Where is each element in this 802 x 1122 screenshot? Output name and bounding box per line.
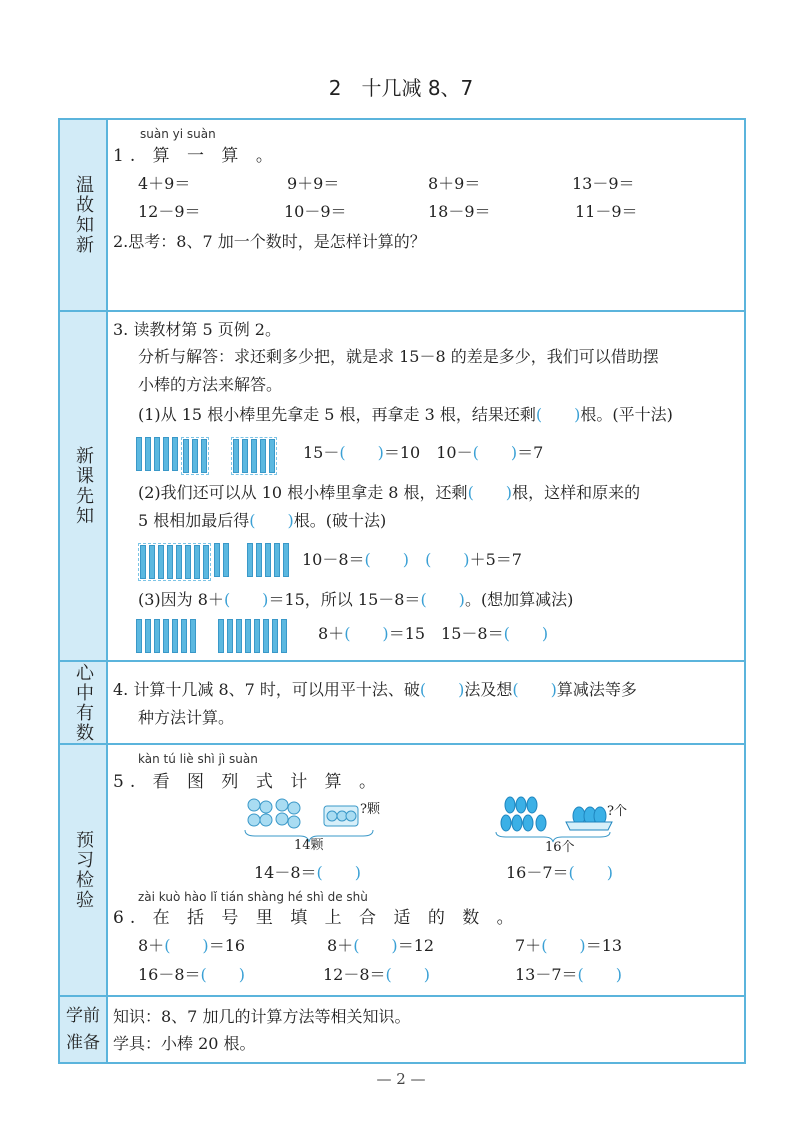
stick xyxy=(269,439,275,473)
text: 8＋ xyxy=(138,936,165,955)
equation: 12－9＝ xyxy=(138,202,201,221)
text: (3)因为 8＋ xyxy=(138,590,224,609)
answer-blank[interactable]: ( ) xyxy=(249,511,294,530)
answer-blank[interactable]: ( ) xyxy=(200,965,246,984)
text: ＝16 xyxy=(208,936,246,955)
part-2-text xyxy=(138,483,640,503)
pinyin: suàn yi suàn xyxy=(140,127,216,141)
section-label-preview xyxy=(60,745,108,995)
equation-line xyxy=(515,936,622,956)
page-number: — 2 — xyxy=(376,1070,426,1088)
unknown-label: ?颗 xyxy=(360,802,380,817)
divider xyxy=(60,995,744,997)
stick xyxy=(214,543,220,577)
stick xyxy=(218,619,224,653)
text: 8＋ xyxy=(327,936,354,955)
equation-line xyxy=(318,624,548,644)
label-text: 心中有数 xyxy=(73,662,94,743)
stick-group-box xyxy=(231,437,277,475)
stick xyxy=(242,439,248,473)
equation-line xyxy=(515,965,622,985)
stick xyxy=(201,439,207,473)
equation: 11－9＝ xyxy=(575,202,638,221)
stick xyxy=(192,439,198,473)
question-4 xyxy=(113,680,637,700)
stick xyxy=(154,619,160,653)
answer-blank[interactable]: ( ) xyxy=(535,405,581,424)
answer-blank[interactable]: ( ) xyxy=(344,624,389,643)
stick xyxy=(203,545,209,579)
stick xyxy=(163,619,169,653)
divider xyxy=(60,660,744,662)
text: ＝12 xyxy=(397,936,435,955)
analysis-text: 小棒的方法来解答。 xyxy=(138,375,283,394)
stick xyxy=(172,437,178,471)
stick xyxy=(181,619,187,653)
equation: 18－9＝ xyxy=(428,202,491,221)
text: ＝10 10－ xyxy=(383,443,473,462)
text: 4. 计算十几减 8、7 时，可以用平十法、破 xyxy=(113,680,420,699)
prep-tools: 学具：小棒 20 根。 xyxy=(113,1034,256,1053)
stick-group-box xyxy=(138,543,211,581)
stick xyxy=(263,619,269,653)
label-text: 预习检验 xyxy=(73,830,94,910)
answer-blank[interactable]: ( ) xyxy=(577,965,623,984)
stick xyxy=(245,619,251,653)
question-6-title: 6. 在 括 号 里 填 上 合 适 的 数 。 xyxy=(113,908,520,928)
unknown-label: ?个 xyxy=(607,804,627,819)
stick xyxy=(190,619,196,653)
equation-line xyxy=(506,863,613,883)
label-text: 准备 xyxy=(66,1032,100,1053)
equation: 13－9＝ xyxy=(572,174,635,193)
stick xyxy=(145,619,151,653)
stick xyxy=(251,439,257,473)
answer-blank[interactable]: ( ) xyxy=(385,965,431,984)
text: 15－ xyxy=(303,443,340,462)
stick-group-box xyxy=(181,437,209,475)
sticks-illustration xyxy=(136,619,287,653)
answer-blank[interactable]: ( ) xyxy=(316,863,362,882)
stick xyxy=(136,619,142,653)
section-label-new xyxy=(60,312,108,660)
equation-line xyxy=(138,965,245,985)
stick xyxy=(194,545,200,579)
stick xyxy=(281,619,287,653)
equation-line xyxy=(303,443,543,463)
equation-line xyxy=(327,936,434,956)
stick xyxy=(247,543,253,577)
text: 14－8＝ xyxy=(254,863,317,882)
stick xyxy=(167,545,173,579)
answer-blank[interactable]: ( ) xyxy=(503,624,549,643)
text: 7＋ xyxy=(515,936,542,955)
question-5-title: 5. 看 图 列 式 计 算 。 xyxy=(113,772,383,792)
text: 根，这样和原来的 xyxy=(512,483,641,502)
prep-knowledge: 知识：8、7 加几的计算方法等相关知识。 xyxy=(113,1007,411,1026)
stick xyxy=(223,543,229,577)
stick xyxy=(227,619,233,653)
text: 8＋ xyxy=(318,624,345,643)
stick xyxy=(183,439,189,473)
text: ＝15 15－8＝ xyxy=(388,624,504,643)
label-text: 学前 xyxy=(66,1005,100,1026)
answer-blank[interactable]: ( ) xyxy=(472,443,518,462)
answer-blank[interactable]: ( ) xyxy=(568,863,614,882)
equation-line xyxy=(138,936,245,956)
text: 根。(平十法) xyxy=(580,405,673,424)
text: 根。(破十法) xyxy=(293,511,387,530)
text: ＝13 xyxy=(585,936,623,955)
part-3-text xyxy=(138,590,573,610)
total-label: 14颗 xyxy=(294,838,324,853)
text: (1)从 15 根小棒里先拿走 5 根，再拿走 3 根，结果还剩 xyxy=(138,405,536,424)
stick xyxy=(172,619,178,653)
divider xyxy=(60,743,744,745)
text: 法及想 xyxy=(464,680,513,699)
answer-blank[interactable]: ( ) xyxy=(364,550,410,569)
stick xyxy=(149,545,155,579)
text: 16－7＝ xyxy=(506,863,569,882)
text: 10－8＝ xyxy=(302,550,365,569)
text: 。(想加算减法) xyxy=(464,590,574,609)
answer-blank[interactable]: ( ) xyxy=(223,590,269,609)
answer-blank[interactable]: ( ) xyxy=(541,936,586,955)
text: 13－7＝ xyxy=(515,965,578,984)
stick xyxy=(154,437,160,471)
answer-blank[interactable]: ( ) xyxy=(339,443,384,462)
total-label: 16个 xyxy=(545,840,575,855)
stick xyxy=(158,545,164,579)
text: 12－8＝ xyxy=(323,965,386,984)
stick xyxy=(140,545,146,579)
sticks-illustration xyxy=(138,543,289,581)
text: ＋5＝7 xyxy=(469,550,522,569)
section-label-summary xyxy=(60,662,108,743)
sticks-illustration xyxy=(136,437,277,475)
answer-blank[interactable]: ( ) xyxy=(467,483,513,502)
answer-blank[interactable]: ( ) xyxy=(353,936,398,955)
divider xyxy=(60,310,744,312)
answer-blank[interactable]: ( ) xyxy=(164,936,209,955)
text: 16－8＝ xyxy=(138,965,201,984)
question-4-cont: 种方法计算。 xyxy=(138,708,235,727)
equation-line xyxy=(323,965,430,985)
answer-blank[interactable]: ( ) xyxy=(420,590,465,609)
stick xyxy=(254,619,260,653)
text: 算减法等多 xyxy=(556,680,637,699)
pinyin: zài kuò hào lǐ tián shàng hé shì de shù xyxy=(138,890,368,904)
stick xyxy=(236,619,242,653)
part-2-text xyxy=(138,511,386,531)
text: ＝15，所以 15－8＝ xyxy=(268,590,421,609)
stick xyxy=(256,543,262,577)
equation: 4＋9＝ xyxy=(138,174,191,193)
text: (2)我们还可以从 10 根小棒里拿走 8 根，还剩 xyxy=(138,483,468,502)
stick xyxy=(145,437,151,471)
stick xyxy=(283,543,289,577)
stick xyxy=(233,439,239,473)
text: 5 根相加最后得 xyxy=(138,511,250,530)
answer-blank[interactable]: ( ) xyxy=(512,680,557,699)
stick xyxy=(272,619,278,653)
pinyin: kàn tú liè shì jì suàn xyxy=(138,752,258,766)
analysis-text: 分析与解答：求还剩多少把，就是求 15－8 的差是多少，我们可以借助摆 xyxy=(138,347,659,366)
question-3-title: 3. 读教材第 5 页例 2。 xyxy=(113,320,281,339)
equation-line xyxy=(302,550,522,570)
label-text: 温故知新 xyxy=(73,175,94,255)
section-label-review xyxy=(60,120,108,310)
label-text: 新课先知 xyxy=(73,446,94,526)
answer-blank[interactable]: ( ) xyxy=(419,680,465,699)
stick xyxy=(136,437,142,471)
question-1-title: 1. 算 一 算 。 xyxy=(113,146,279,166)
answer-blank[interactable]: ( ) xyxy=(425,550,470,569)
equation: 10－9＝ xyxy=(284,202,347,221)
stick xyxy=(163,437,169,471)
stick xyxy=(176,545,182,579)
text: ＝7 xyxy=(517,443,544,462)
stick xyxy=(265,543,271,577)
page-title: 2 十几减 8、7 xyxy=(328,76,474,100)
stick xyxy=(260,439,266,473)
equation: 9＋9＝ xyxy=(287,174,340,193)
stick xyxy=(274,543,280,577)
question-2: 2.思考：8、7 加一个数时，是怎样计算的？ xyxy=(113,232,426,251)
section-label-prep xyxy=(60,997,108,1062)
part-1-text xyxy=(138,405,673,425)
equation: 8＋9＝ xyxy=(428,174,481,193)
stick xyxy=(185,545,191,579)
equation-line xyxy=(254,863,361,883)
